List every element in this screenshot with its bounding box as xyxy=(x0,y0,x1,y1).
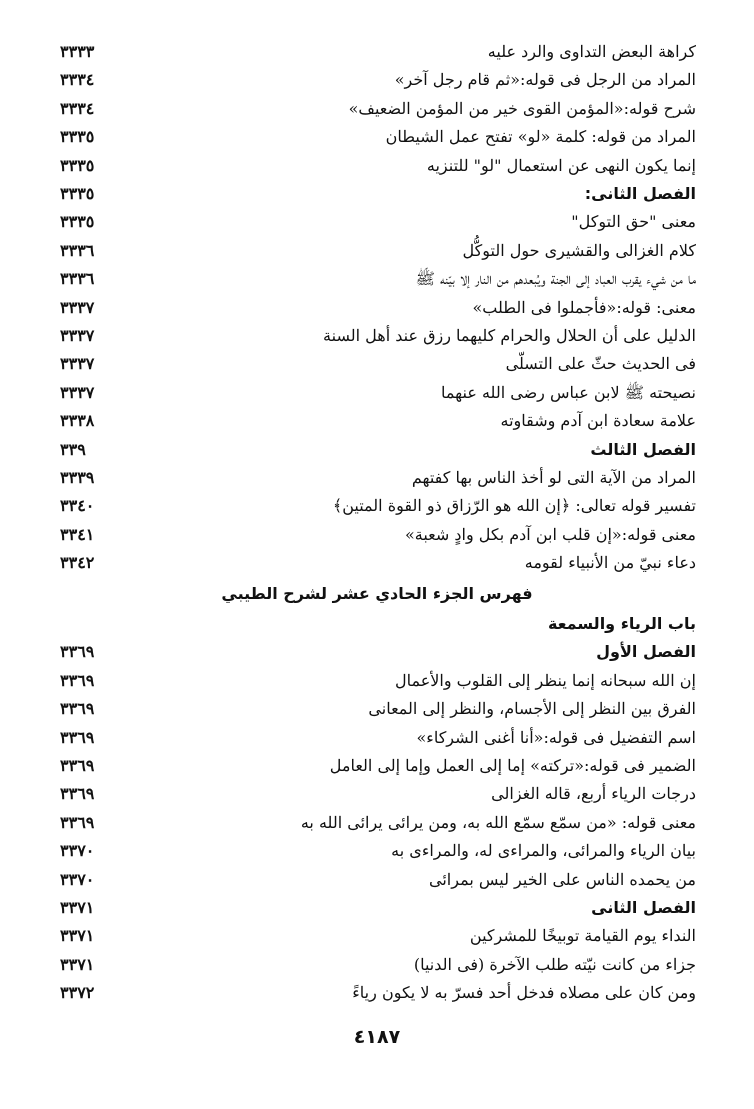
toc-heading-row xyxy=(60,180,696,208)
toc-entry-title: علامة سعادة ابن آدم وشقاوته xyxy=(500,411,696,431)
toc-entry-title: بيان الرياء والمرائى، والمراءى له، والمراءى به xyxy=(391,841,696,861)
toc-entry-title: اسم التفضيل فى قوله:«أنا أغنى الشركاء» xyxy=(416,727,696,747)
toc-page-number: ٣٣٣٥ xyxy=(60,127,95,147)
toc-entry-row xyxy=(60,322,696,350)
toc-entry-row xyxy=(60,809,696,837)
toc-entry-row xyxy=(60,66,696,94)
toc-heading-title: باب الرياء والسمعة xyxy=(547,614,696,633)
toc-page-number: ٣٣٧٠ xyxy=(60,841,95,861)
toc-entry-row xyxy=(60,780,696,808)
toc-entry-row xyxy=(60,38,696,66)
toc-entry-title: ومن كان على مصلاه فدخل أحد فسرّ به لا يكون رياءً xyxy=(352,983,696,1003)
toc-entry-title: الفرق بين النظر إلى الأجسام، والنظر إلى المعانى xyxy=(368,699,696,719)
toc-page-number: ٣٣٣٣ xyxy=(60,42,95,61)
toc-entry-title: إنما يكون النهى عن استعمال "لو" للتنزيه xyxy=(426,155,696,175)
toc-entry-title: شرح قوله:«المؤمن القوى خير من المؤمن الضعيف» xyxy=(348,98,696,118)
toc-entry-title: المراد من الآية التى لو أخذ الناس بها كفتهم xyxy=(411,468,696,487)
toc-page-number: ٣٣٩ xyxy=(60,439,86,459)
toc-entry-row xyxy=(60,951,696,979)
toc-page-number: ٣٣٣٥ xyxy=(60,212,95,232)
toc-entry-title: المراد من الرجل فى قوله:«ثم قام رجل آخر» xyxy=(394,70,696,90)
toc-entry-row xyxy=(60,95,696,123)
toc-entry-row xyxy=(60,724,696,752)
toc-page-number: ٣٣٦٩ xyxy=(60,756,95,775)
toc-heading-row xyxy=(60,638,696,666)
toc-entry-title: الدليل على أن الحلال والحرام كليهما رزق عند أهل السنة xyxy=(323,326,696,345)
toc-page-number: ٣٣٤٢ xyxy=(60,553,95,573)
toc-page-number: ٣٣٧٢ xyxy=(60,983,95,1003)
toc-entry-title: جزاء من كانت نيّته طلب الآخرة (فى الدنيا) xyxy=(413,954,696,974)
toc-entry-row xyxy=(60,695,696,723)
toc-entry-row xyxy=(60,123,696,151)
toc-page-number: ٣٣٣٦ xyxy=(60,269,95,289)
toc-page-number: ٣٣٦٩ xyxy=(60,812,95,832)
toc-entry-row xyxy=(60,294,696,322)
toc-entry-row xyxy=(60,464,696,492)
toc-page-number: ٣٣٦٩ xyxy=(60,642,95,662)
toc-page-number: ٣٣٣٧ xyxy=(60,326,95,345)
toc-entry-row xyxy=(60,407,696,435)
toc-entry-title: معنى قوله: «من سمّع سمّع الله به، ومن يرائى يرائى الله به xyxy=(300,812,696,832)
toc-page-number: ٣٣٧١ xyxy=(60,954,95,974)
toc-page-number: ٣٣٦٩ xyxy=(60,727,95,747)
toc-entry-title: درجات الرياء أربع، قاله الغزالى xyxy=(491,784,696,804)
toc-page-number: ٣٣٦٩ xyxy=(60,784,95,804)
toc-page-number: ٣٣٣٩ xyxy=(60,468,95,487)
toc-heading-row xyxy=(60,894,696,922)
toc-page-number: ٣٣٧١ xyxy=(60,926,95,946)
toc-entry-row xyxy=(60,667,696,695)
toc-page-number: ٣٣٣٧ xyxy=(60,382,95,402)
toc-entry-title: معنى قوله:«إن قلب ابن آدم بكل وادٍ شعبة» xyxy=(404,524,696,544)
toc-entry-row xyxy=(60,979,696,1007)
page-number: ٤١٨٧ xyxy=(353,1026,401,1048)
toc-page-number: ٣٣٤١ xyxy=(60,524,95,544)
toc-page-number: ٣٣٣٤ xyxy=(60,70,95,90)
toc-entry-row xyxy=(60,350,696,378)
toc-entry-title: تفسير قوله تعالى: ﴿إن الله هو الرّزاق ذو القوة المتين﴾ xyxy=(332,496,696,516)
toc-page-number: ٣٣٣٥ xyxy=(60,155,95,175)
toc-page-number: ٣٣٧١ xyxy=(60,898,95,917)
toc-entry-title: إن الله سبحانه إنما ينظر إلى القلوب والأعمال xyxy=(394,670,696,690)
toc-heading-row xyxy=(60,610,696,638)
toc-entry-row xyxy=(60,922,696,950)
toc-page-number: ٣٣٣٤ xyxy=(60,98,95,118)
toc-page-number: ٣٣٦٩ xyxy=(60,699,95,719)
toc-page-number: ٣٣٣٦ xyxy=(60,240,95,260)
toc-entry-title: معنى: قوله:«فأجملوا فى الطلب» xyxy=(472,297,696,317)
toc-entry-row xyxy=(60,152,696,180)
toc-entry-row xyxy=(60,521,696,549)
toc-entry-title: معنى "حق التوكل" xyxy=(571,212,696,232)
toc-page-number: ٣٣٣٧ xyxy=(60,354,95,374)
toc-entry-title: دعاء نبيّ من الأنبياء لقومه xyxy=(524,553,696,573)
toc-heading-title: الفصل الثانى: xyxy=(584,184,696,203)
toc-entry-row xyxy=(60,752,696,780)
toc-entry-row xyxy=(60,549,696,577)
toc-entry-row xyxy=(60,492,696,520)
toc-entry-row xyxy=(60,837,696,865)
toc-page-number: ٣٣٣٥ xyxy=(60,184,95,203)
toc-heading-title: الفصل الثالث xyxy=(590,439,696,459)
toc-entry-row xyxy=(60,208,696,236)
toc-entry-title: نصيحته ﷺ لابن عباس رضى الله عنهما xyxy=(441,382,696,402)
toc-heading-row xyxy=(60,436,696,464)
toc-entry-title: كراهة البعض التداوى والرد عليه xyxy=(487,42,696,61)
toc-page-number: ٣٣٧٠ xyxy=(60,869,95,889)
toc-entry-title: فى الحديث حثّ على التسلّى xyxy=(505,354,696,374)
toc-entry-row xyxy=(60,379,696,407)
toc-page-number: ٣٣٦٩ xyxy=(60,670,95,690)
toc-entry-row xyxy=(60,237,696,265)
toc-heading-title: الفصل الأول xyxy=(596,642,696,662)
toc-entry-title: الضمير فى قوله:«تركته» إما إلى العمل وإما إلى العامل xyxy=(329,756,696,775)
toc-entry-row xyxy=(60,265,696,293)
toc-entry-title: من يحمده الناس على الخير ليس بمرائى xyxy=(429,869,696,889)
toc-entry-title: النداء يوم القيامة توبيخًا للمشركين xyxy=(469,926,696,946)
toc-entry-row xyxy=(60,866,696,894)
toc-entry-title: كلام الغزالى والقشيرى حول التوكُّل xyxy=(462,240,696,260)
toc-entry-title: ما من شيء يقرب العباد إلى الجنة ويُبعدهم من النار إلا بيّنه ﷺ xyxy=(415,269,696,289)
toc-page-number: ٣٣٤٠ xyxy=(60,496,95,516)
toc-entry-title: المراد من قوله: كلمة «لو» تفتح عمل الشيطان xyxy=(385,127,696,147)
toc-heading-title: الفصل الثانى xyxy=(591,898,696,917)
toc-page-number: ٣٣٣٨ xyxy=(60,411,95,431)
index-section-title: فهرس الجزء الحادي عشر لشرح الطيبي xyxy=(221,583,533,603)
toc-page-number: ٣٣٣٧ xyxy=(60,297,95,317)
